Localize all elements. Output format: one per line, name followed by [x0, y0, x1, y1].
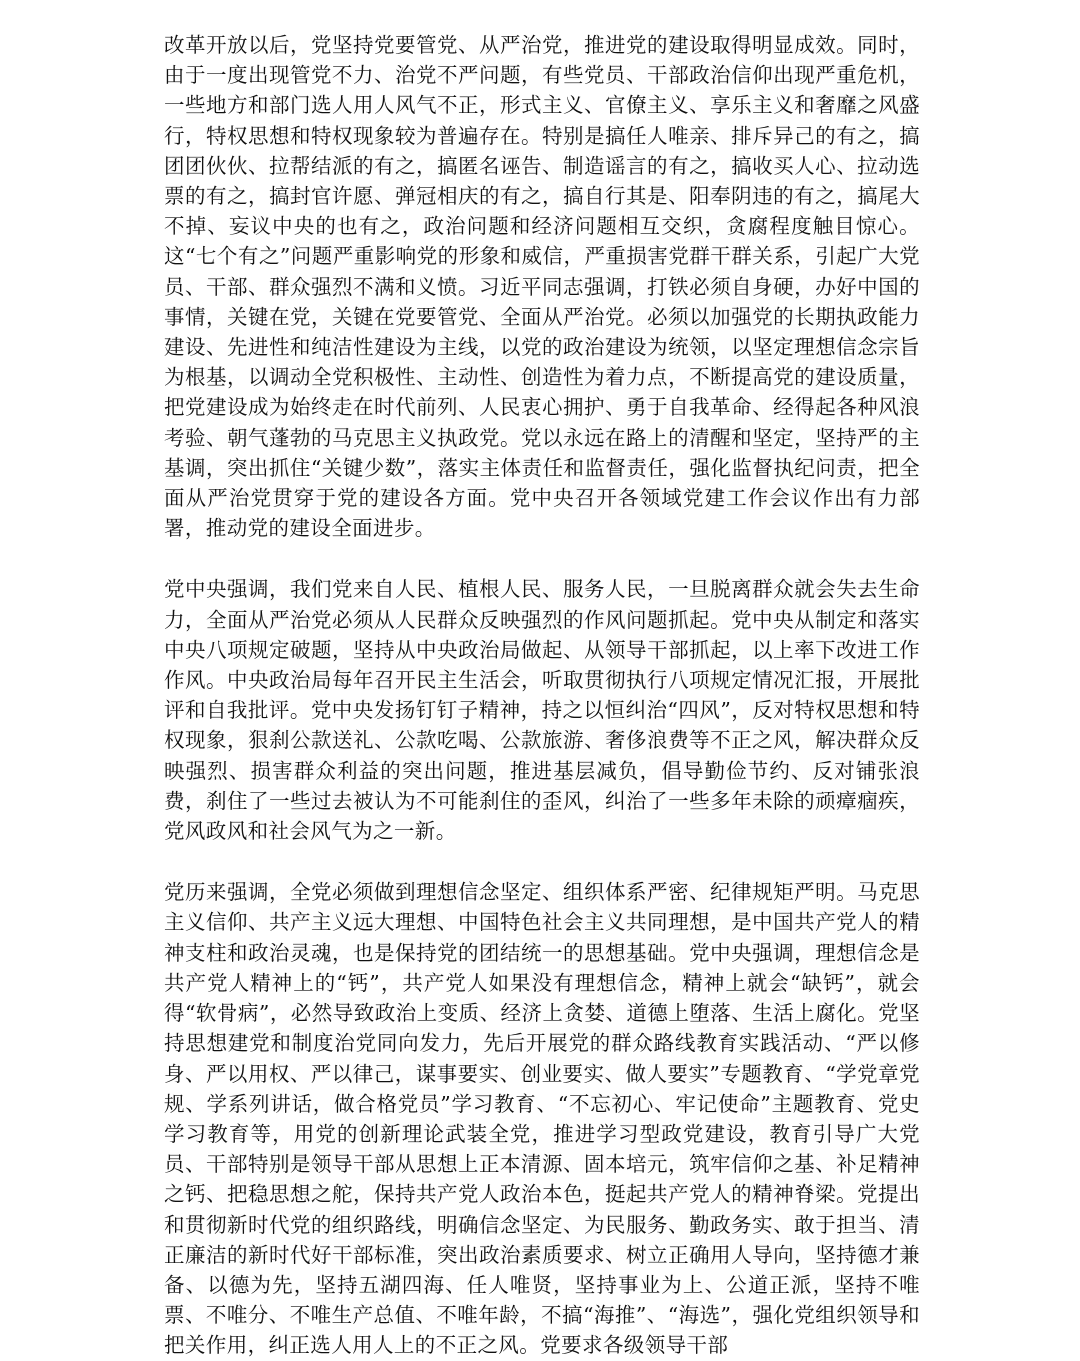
paragraph-1: 改革开放以后，党坚持党要管党、从严治党，推进党的建设取得明显成效。同时，由于一度出现管党不力、治党不严问题，有些党员、干部政治信仰出现严重危机，一些地方和部门选人用人风气不正，形式主义、官僚主义、享乐主义和奢靡之风盛行，特权思想和特权现象较为普遍存在。特别是搞任人唯亲、排斥异己的有之，搞团团伙伙、拉帮结派的有之，搞匿名诬告、制造谣言的有之，搞收买人心、拉动选票的有之，搞封官许愿、弹冠相庆的有之，搞自行其是、阳奉阴违的有之，搞尾大不掉、妄议中央的也有之，政治问题和经济问题相互交织，贪腐程度触目惊心。这“七个有之”问题严重影响党的形象和威信，严重损害党群干群关系，引起广大党员、干部、群众强烈不满和义愤。习近平同志强调，打铁必须自身硬，办好中国的事情，关键在党，关键在党要管党、全面从严治党。必须以加强党的长期执政能力建设、先进性和纯洁性建设为主线，以党的政治建设为统领，以坚定理想信念宗旨为根基，以调动全党积极性、主动性、创造性为着力点，不断提高党的建设质量，把党建设成为始终走在时代前列、人民衷心拥护、勇于自我革命、经得起各种风浪考验、朝气蓬勃的马克思主义执政党。党以永远在路上的清醒和坚定，坚持严的主基调，突出抓住“关键少数”，落实主体责任和监督责任，强化监督执纪问责，把全面从严治党贯穿于党的建设各方面。党中央召开各领域党建工作会议作出有力部署，推动党的建设全面进步。	[164, 33, 920, 541]
document-body	[164, 30, 920, 1361]
paragraph-2: 党中央强调，我们党来自人民、植根人民、服务人民，一旦脱离群众就会失去生命力，全面从严治党必须从人民群众反映强烈的作风问题抓起。党中央从制定和落实中央八项规定破题，坚持从中央政治局做起、从领导干部抓起，以上率下改进工作作风。中央政治局每年召开民主生活会，听取贯彻执行八项规定情况汇报，开展批评和自我批评。党中央发扬钉钉子精神，持之以恒纠治“四风”，反对特权思想和特权现象，狠刹公款送礼、公款吃喝、公款旅游、奢侈浪费等不正之风，解决群众反映强烈、损害群众利益的突出问题，推进基层减负，倡导勤俭节约、反对铺张浪费，刹住了一些过去被认为不可能刹住的歪风，纠治了一些多年未除的顽瘴痼疾，党风政风和社会风气为之一新。	[164, 577, 920, 844]
paragraph-3: 党历来强调，全党必须做到理想信念坚定、组织体系严密、纪律规矩严明。马克思主义信仰、共产主义远大理想、中国特色社会主义共同理想，是中国共产党人的精神支柱和政治灵魂，也是保持党的团结统一的思想基础。党中央强调，理想信念是共产党人精神上的“钙”，共产党人如果没有理想信念，精神上就会“缺钙”，就会得“软骨病”，必然导致政治上变质、经济上贪婪、道德上堕落、生活上腐化。党坚持思想建党和制度治党同向发力，先后开展党的群众路线教育实践活动、“严以修身、严以用权、严以律己，谋事要实、创业要实、做人要实”专题教育、“学党章党规、学系列讲话，做合格党员”学习教育、“不忘初心、牢记使命”主题教育、党史学习教育等，用党的创新理论武装全党，推进学习型政党建设，教育引导广大党员、干部特别是领导干部从思想上正本清源、固本培元，筑牢信仰之基、补足精神之钙、把稳思想之舵，保持共产党人政治本色，挺起共产党人的精神脊梁。党提出和贯彻新时代党的组织路线，明确信念坚定、为民服务、勤政务实、敢于担当、清正廉洁的新时代好干部标准，突出政治素质要求、树立正确用人导向，坚持德才兼备、以德为先，坚持五湖四海、任人唯贤，坚持事业为上、公道正派，坚持不唯票、不唯分、不唯生产总值、不唯年龄，不搞“海推”、“海选”，强化党组织领导和把关作用，纠正选人用人上的不正之风。党要求各级领导干部	[164, 880, 920, 1358]
